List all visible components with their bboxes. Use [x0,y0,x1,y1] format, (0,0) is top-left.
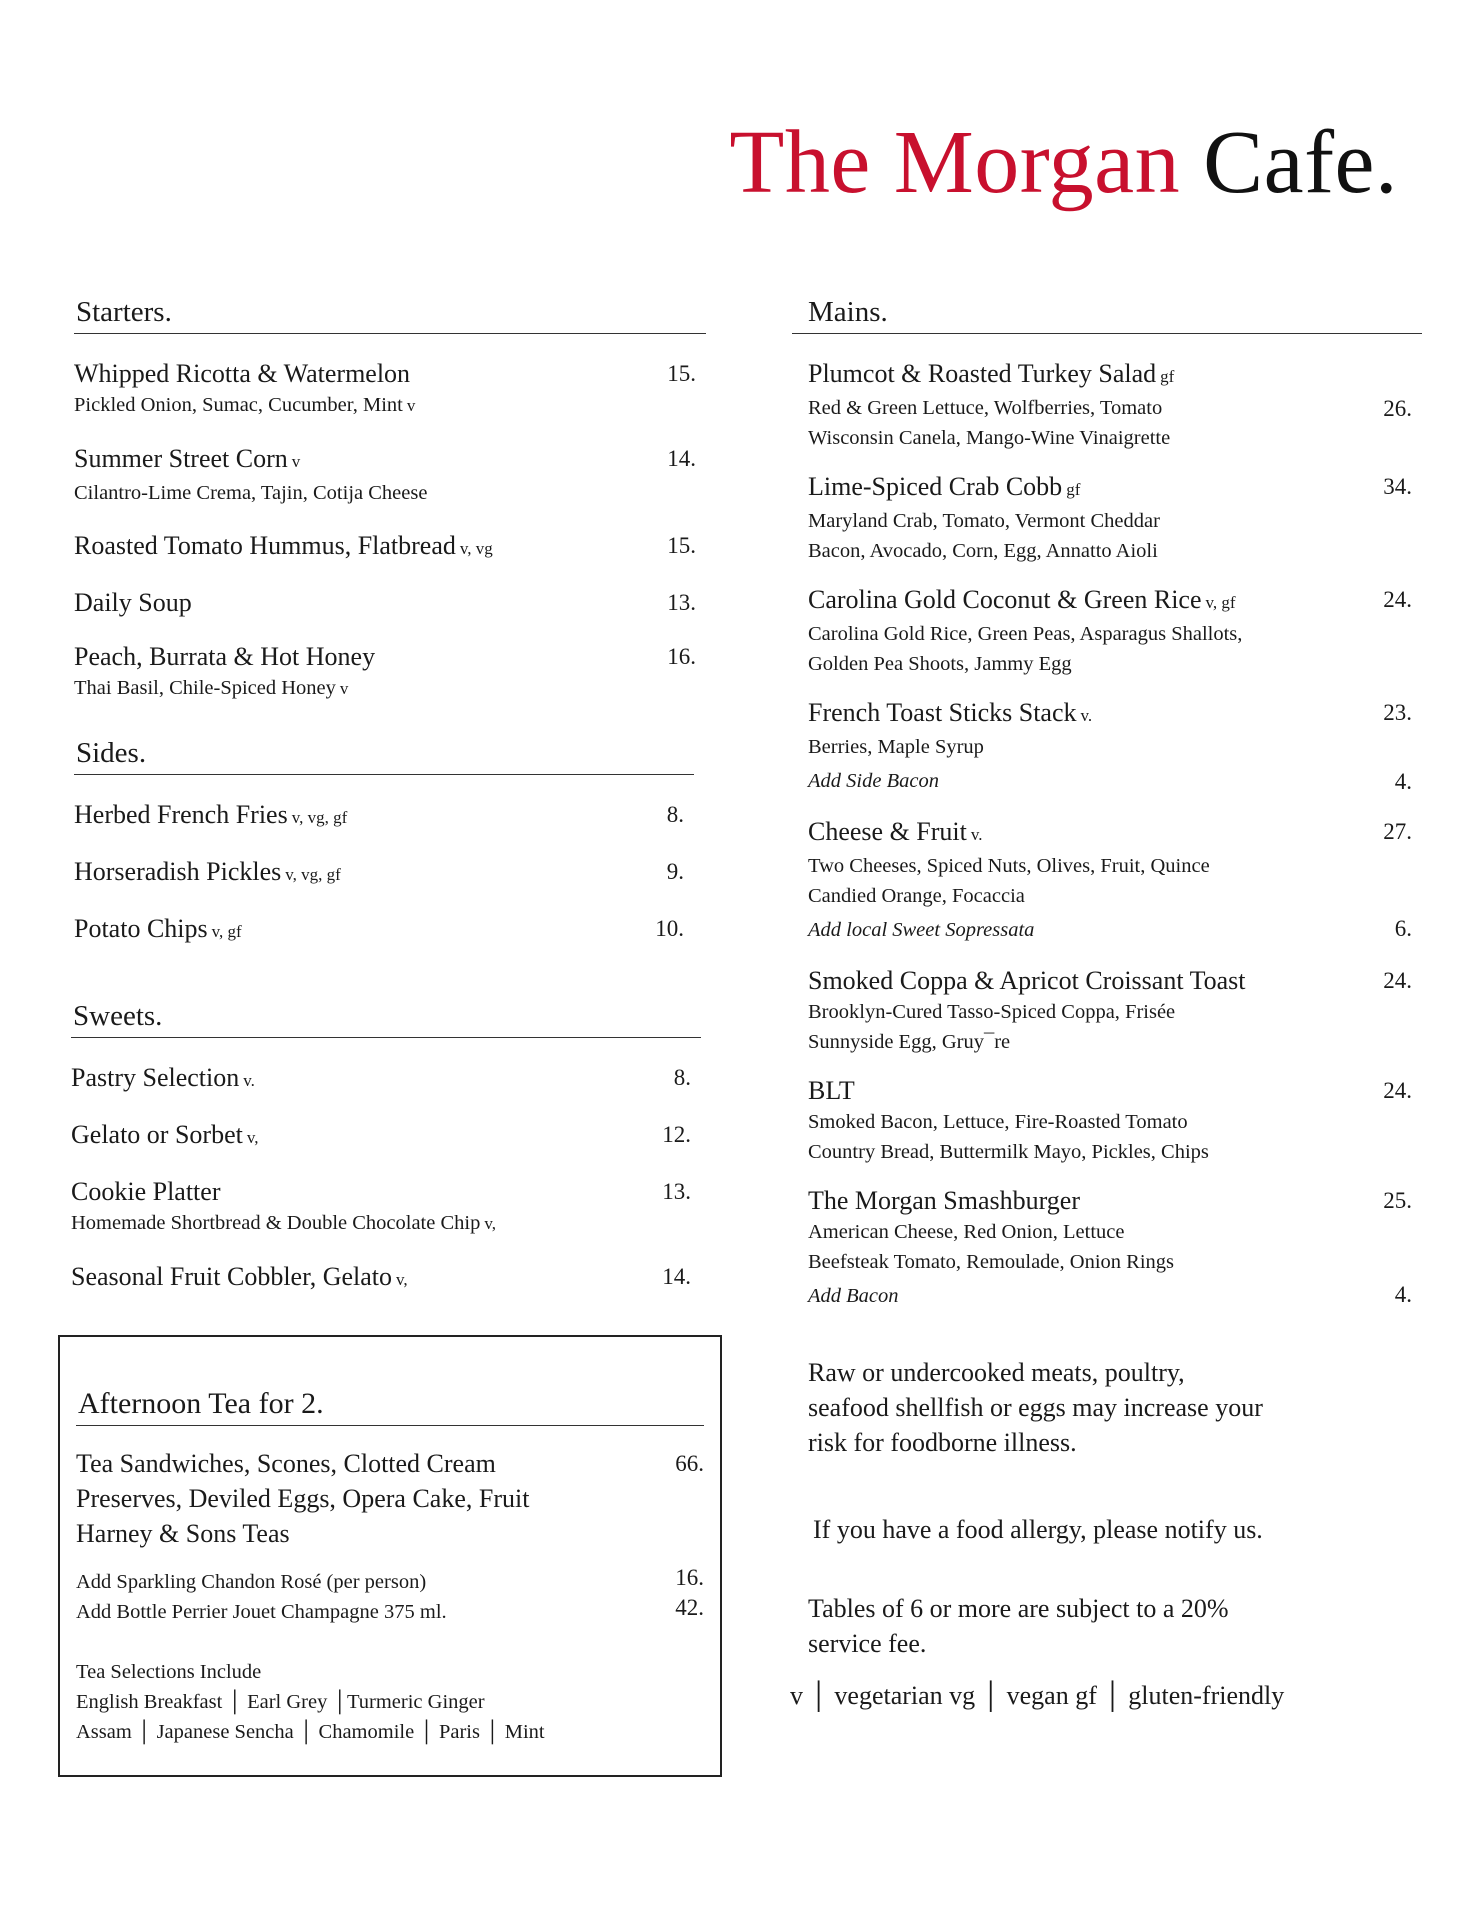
menu-item [808,471,1422,566]
tea-price: 66. [675,1451,704,1476]
add-on-price: 6. [1394,916,1412,941]
item-description [71,1208,701,1239]
item-name-text: French Toast Sticks Stack [808,698,1077,727]
item-description [808,997,1422,1057]
item-price: 24. [1383,968,1412,993]
item-description [808,393,1170,453]
item-desc-line: Maryland Crab, Tomato, Vermont Cheddar [808,510,1160,532]
item-desc-line: Bacon, Avocado, Corn, Egg, Annatto Aioli [808,540,1158,562]
menu-item [808,1185,1422,1313]
item-name: Peach, Burrata & Hot Honey [74,642,376,671]
add-on-row [808,764,1422,798]
tea-selections-line: English Breakfast │ Earl Grey │Turmeric Ginger [76,1691,485,1713]
item-name-text: Roasted Tomato Hummus, Flatbread [74,531,456,560]
item-name [74,856,341,891]
item-name: Whipped Ricotta & Watermelon [74,359,411,388]
tea-add-on-label: Add Sparkling Chandon Rosé (per person) [76,1571,427,1593]
item-price: 15. [667,533,696,558]
tea-add-on-price: 42. [675,1595,704,1620]
diet-tag: v, [484,1214,496,1233]
menu-item [808,816,1422,947]
item-name-text: Plumcot & Roasted Turkey Salad [808,359,1157,388]
item-price: 15. [667,361,696,386]
menu-item [808,1075,1422,1167]
item-name-text: Cheese & Fruit [808,817,967,846]
item-desc-text: Thai Basil, Chile-Spiced Honey [74,677,336,699]
menu-item [71,1119,701,1154]
item-name-text: Summer Street Corn [74,444,288,473]
item-price: 9. [666,859,684,884]
tea-selections [76,1657,704,1747]
tea-desc-line: Harney & Sons Teas [76,1519,290,1548]
item-name [74,443,300,478]
item-name-text: Potato Chips [74,914,208,943]
section-title: Sides. [74,737,694,775]
diet-tag: v. [1080,706,1093,725]
note-line: seafood shellfish or eggs may increase your [808,1393,1263,1422]
diet-tag: v, [246,1128,259,1147]
starters-section [74,296,706,726]
item-desc-line: Golden Pea Shoots, Jammy Egg [808,653,1072,675]
item-name-text: Gelato or Sorbet [71,1120,243,1149]
menu-item [71,1062,701,1097]
afternoon-tea-box [58,1335,722,1777]
tea-selections-line: Assam │ Japanese Sencha │ Chamomile │ Paris │ Mint [76,1721,545,1743]
item-price: 24. [1383,1078,1412,1103]
item-price: 12. [662,1122,691,1147]
item-price: 13. [667,590,696,615]
item-description [808,1217,1422,1277]
item-price: 24. [1383,587,1412,612]
note-line: Raw or undercooked meats, poultry, [808,1358,1185,1387]
tea-add-ons [76,1567,704,1627]
item-desc-line: Beefsteak Tomato, Remoulade, Onion Rings [808,1251,1174,1273]
item-description: Berries, Maple Syrup [808,736,984,758]
item-desc-text: Homemade Shortbread & Double Chocolate Chip [71,1212,481,1234]
allergy-note: If you have a food allergy, please notify us. [813,1515,1263,1544]
item-price: 10. [655,916,684,941]
diet-tag: v [339,679,349,698]
item-name [808,584,1236,619]
diet-tag: v, [396,1270,408,1289]
diet-legend: v │ vegetarian vg │ vegan gf │ gluten-friendly [790,1681,1285,1710]
add-on-price: 4. [1394,769,1412,794]
item-description [74,673,706,704]
item-desc-line: Two Cheeses, Spiced Nuts, Olives, Fruit, Quince [808,855,1210,877]
menu-item [74,641,706,704]
item-name: BLT [808,1076,855,1105]
menu-item [74,443,706,508]
brand-name-black: Cafe. [1203,113,1398,212]
menu-notes [808,1355,1448,1713]
menu-item [74,799,694,834]
tea-desc-line: Tea Sandwiches, Scones, Clotted Cream [76,1449,496,1478]
item-desc-line: Wisconsin Canela, Mango-Wine Vinaigrette [808,427,1171,449]
tea-selections-title: Tea Selections Include [76,1661,262,1683]
item-name-text: Herbed French Fries [74,800,288,829]
add-on-label: Add Bacon [808,1285,899,1307]
item-name [808,816,983,851]
section-title: Starters. [74,296,706,334]
diet-tag: gf [1160,367,1175,386]
item-price: 25. [1383,1188,1412,1213]
item-desc-text: Pickled Onion, Sumac, Cucumber, Mint [74,394,403,416]
section-title: Sweets. [71,1000,701,1038]
item-price: 13. [662,1179,691,1204]
item-name-text: Pastry Selection [71,1063,240,1092]
diet-tag: v, vg [459,539,493,558]
tea-desc-line: Preserves, Deviled Eggs, Opera Cake, Fruit [76,1484,530,1513]
item-price: 26. [1383,396,1412,421]
diet-tag: v. [243,1071,255,1090]
add-on-row [808,1279,1422,1313]
note-line: service fee. [808,1629,927,1658]
item-desc-line: Carolina Gold Rice, Green Peas, Asparagus Shallots, [808,623,1243,645]
item-name: Cookie Platter [71,1177,221,1206]
item-name-text: Horseradish Pickles [74,857,282,886]
add-on-price: 4. [1394,1282,1412,1307]
raw-food-warning [808,1355,1448,1460]
diet-tag: v [291,452,301,471]
item-desc-line: American Cheese, Red Onion, Lettuce [808,1221,1125,1243]
note-line: risk for foodborne illness. [808,1428,1077,1457]
item-name-text: Lime-Spiced Crab Cobb [808,472,1063,501]
section-title: Afternoon Tea for 2. [76,1387,704,1426]
menu-item [71,1176,701,1239]
section-title: Mains. [792,296,1422,334]
item-name [74,799,347,834]
item-description [74,390,706,421]
item-name: Daily Soup [74,588,192,617]
item-name [71,1261,408,1296]
menu-item [74,913,694,948]
tea-add-on-label: Add Bottle Perrier Jouet Champagne 375 ml. [76,1601,447,1623]
menu-item [808,965,1422,1057]
item-name [808,358,1422,393]
item-price: 8. [666,802,684,827]
brand-title [729,113,1398,212]
item-price: 34. [1383,474,1412,499]
note-line: Tables of 6 or more are subject to a 20% [808,1594,1229,1623]
item-price: 14. [667,446,696,471]
item-name [71,1119,259,1154]
tea-add-on-price: 16. [675,1565,704,1590]
menu-item [74,358,706,421]
menu-item [808,358,1422,453]
item-desc-line: Candied Orange, Focaccia [808,885,1025,907]
item-name [74,530,493,565]
item-name [808,471,1080,506]
item-price: 23. [1383,700,1412,725]
diet-tag: v [406,396,416,415]
item-desc-line: Smoked Bacon, Lettuce, Fire-Roasted Tomato [808,1111,1188,1133]
item-description [808,619,1422,679]
menu-item [74,530,706,565]
menu-item [74,856,694,891]
item-desc-line: Country Bread, Buttermilk Mayo, Pickles, Chips [808,1141,1209,1163]
mains-section [792,296,1422,1313]
item-name-text: Carolina Gold Coconut & Green Rice [808,585,1202,614]
diet-tag: gf [1066,480,1081,499]
diet-tag: v, gf [211,922,242,941]
add-on-label: Add Side Bacon [808,770,939,792]
item-price: 27. [1383,819,1412,844]
item-description [808,506,1422,566]
menu-item [74,587,706,619]
item-price: 16. [667,644,696,669]
diet-tag: v, gf [1205,593,1236,612]
brand-name-red: The Morgan [729,113,1181,212]
item-name: Smoked Coppa & Apricot Croissant Toast [808,966,1246,995]
menu-item [808,584,1422,679]
item-name [71,1062,255,1097]
diet-tag: v. [970,825,983,844]
item-desc-line: Red & Green Lettuce, Wolfberries, Tomato [808,397,1163,419]
item-description [808,1107,1422,1167]
item-name-text: Seasonal Fruit Cobbler, Gelato [71,1262,393,1291]
menu-item [808,697,1422,798]
item-desc-line: Brooklyn-Cured Tasso-Spiced Coppa, Frisée [808,1001,1176,1023]
item-description: Cilantro-Lime Crema, Tajin, Cotija Cheese [74,482,428,504]
diet-tag: v, vg, gf [291,808,348,827]
item-desc-line: Sunnyside Egg, Gruy¯re [808,1031,1011,1053]
sides-section [74,737,694,970]
add-on-label: Add local Sweet Sopressata [808,919,1035,941]
diet-tag: v, vg, gf [285,865,341,884]
item-name [74,913,242,948]
item-name: The Morgan Smashburger [808,1186,1080,1215]
item-name [808,697,1092,732]
item-price: 14. [662,1264,691,1289]
menu-item [71,1261,701,1296]
item-price: 8. [673,1065,691,1090]
service-fee-note [808,1591,1448,1661]
item-description [808,851,1422,911]
tea-description [76,1446,529,1551]
add-on-row [808,913,1422,947]
sweets-section [71,1000,701,1318]
